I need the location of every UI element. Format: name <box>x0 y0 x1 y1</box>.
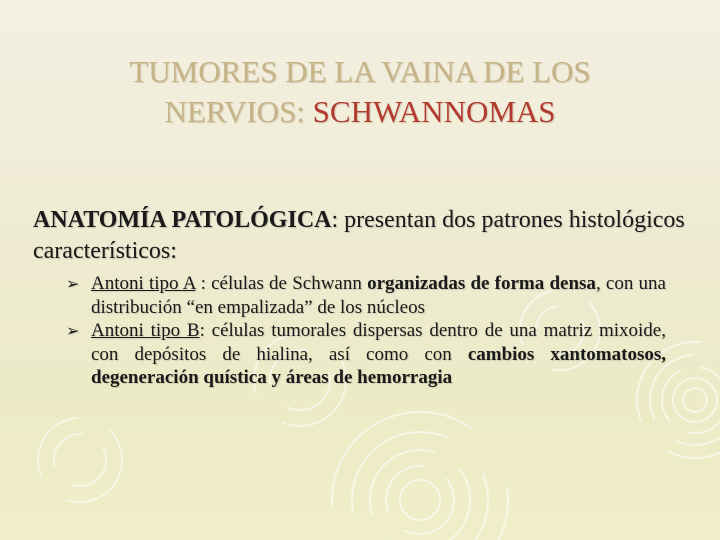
bullet-term: Antoni tipo A <box>91 273 196 294</box>
bullet-list <box>66 272 666 390</box>
arrowhead-right-icon: ➢ <box>66 321 80 340</box>
arrowhead-right-icon: ➢ <box>66 274 80 293</box>
bullet-rest-text: , con una distribución “en empalizada” de los núcleos <box>91 273 666 318</box>
bullet-text: : células tumorales dispersas dentro de una matriz mixoide, con depósitos de hialina, así como con <box>91 320 666 365</box>
bullet-item-antoni-b <box>66 319 666 390</box>
slide-title <box>40 52 680 132</box>
title-line-2: NERVIOS: <box>164 94 313 129</box>
title-accent: SCHWANNOMAS <box>312 94 556 129</box>
intro-heading: ANATOMÍA PATOLÓGICA <box>33 207 332 233</box>
bullet-item-antoni-a <box>66 272 666 319</box>
bullet-bold-text: organizadas de forma densa <box>367 273 596 294</box>
bullet-text: : células de Schwann <box>195 273 368 294</box>
intro-paragraph <box>33 205 693 267</box>
title-line-1: TUMORES DE LA VAINA DE LOS <box>129 54 591 89</box>
intro-text: : presentan dos patrones histológicos característicos: <box>33 207 685 264</box>
bullet-bold-text: cambios xantomatosos, degeneración quística y áreas de hemorragia <box>91 343 666 388</box>
bullet-term: Antoni tipo B <box>91 320 200 341</box>
